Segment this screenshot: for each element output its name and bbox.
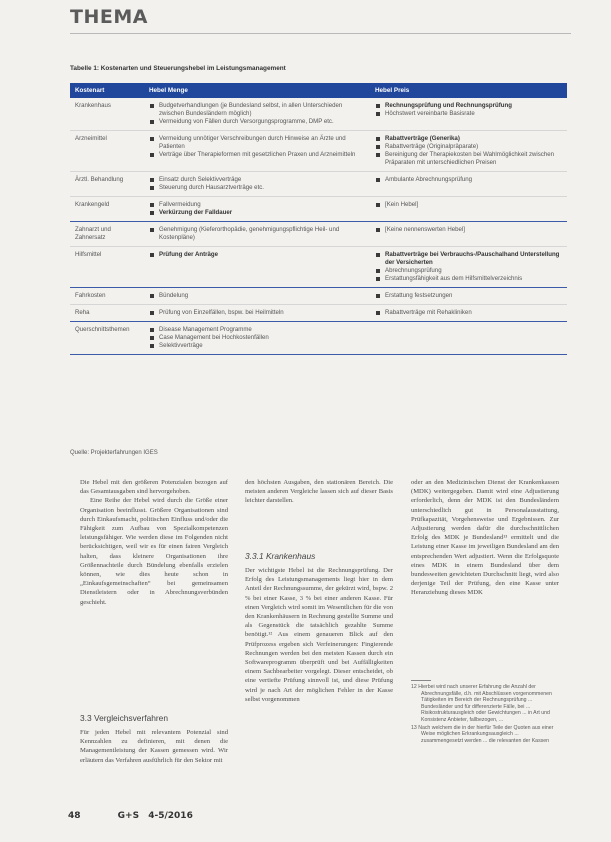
cell-preis [370,305,567,322]
table-row [70,131,567,172]
footnote-13: 13 Nach welchem die in der hierfür Teile der Quoten aus einer Weise möglichen Erkrankungsausgleich ... zusammengesetzt werden ... die relevanten der Kassen [411,724,554,744]
cell-kostenart: Krankenhaus [75,102,111,109]
cell-menge [144,98,370,131]
header-rule [70,33,571,34]
cell-menge [144,131,370,172]
subheading-krankenhaus: 3.3.1 Krankenhaus [245,551,316,561]
menge-list [149,251,365,259]
menge-list [149,102,365,126]
cell-kostenart: Reha [75,309,90,316]
cell-kostenart: Querschnittsthemen [75,326,130,333]
bullet-item: Bereinigung der Therapiekosten bei Wahlmöglichkeit zwischen Präparaten mit unterschiedlichen Preisen [375,151,562,167]
bullet-item: Erstattungsfähigkeit aus dem Hilfsmittelverzeichnis [375,275,562,283]
cell-menge [144,247,370,288]
bullet-item: Vermeidung unnötiger Verschreibungen durch Hinweise an Ärzte und Patienten [149,135,365,151]
cell-preis [370,247,567,288]
cell-preis [370,322,567,355]
preis-list [375,251,562,283]
column-header-kostenart: Kostenart [70,83,144,98]
table-row [70,305,567,322]
table-source: Quelle: Projekterfahrungen IGES [70,450,158,456]
bullet-item: Rabattverträge mit Rehakliniken [375,309,562,317]
table-caption: Tabelle 1: Kostenarten und Steuerungshebel im Leistungsmanagement [70,65,286,72]
table-row [70,197,567,222]
cell-preis [370,98,567,131]
paragraph: Die Hebel mit den größeren Potenzialen bezogen auf das Gesamtausgaben sind hervorgehoben. [80,479,228,496]
menge-list [149,226,365,242]
bullet-item: [Keine nennenswerten Hebel] [375,226,562,234]
table-row [70,247,567,288]
text-column-right [411,478,559,598]
bullet-item: Rabattverträge (Generika) [375,135,562,143]
paragraph: Für jeden Hebel mit relevantem Potenzial sind Kennzahlen zu definieren, mit denen die Managementleistung der Kassen gemessen wird. Wir erläutern das Verfahren ausführlich für den Sektor mit [80,729,228,764]
bullet-item: Höchstwert vereinbarte Basisrate [375,110,562,118]
section-heading: THEMA [70,6,148,28]
cell-menge [144,222,370,247]
paragraph: oder an den Medizinischen Dienst der Krankenkassen (MDK) weitergegeben. Damit wird eine Adjustierung erforderlich, denn der MDK ist den Bundesländern unterschiedlich gut in Personalausstattung, Prüfkapazität, Vorgehensweise und Ergebnissen. Zur Adjustierung werden dafür die durchschnittlichen Erfolg des MDK je Bundesland¹³ ermittelt und die Leistung einer Kasse im jeweiligen Bundesland am den entsprechenden Wert adjustiert. Wenn die Erfolgsquote eines MDK in einem Bundesland über dem bundesweiten gewichteten Durchschnitt liegt, wird also derjenige Teil der Prüfung, den eine Kasse unter Heranziehung dieses MDK [411,479,559,597]
preis-list [375,176,562,184]
bullet-item: Verkürzung der Falldauer [149,209,365,217]
menge-list [149,135,365,159]
bullet-item: Vermeidung von Fällen durch Versorgungsprogramme, DMP etc. [149,118,365,126]
table-row [70,288,567,305]
bullet-item: Rabattverträge (Originalpräparate) [375,143,562,151]
cell-preis [370,288,567,305]
preis-list [375,201,562,209]
menge-list [149,292,365,300]
bullet-item: Selektivverträge [149,342,365,350]
text-column-left [80,478,228,607]
cell-kostenart: Hilfsmittel [75,251,102,258]
preis-list [375,292,562,300]
preis-list [375,135,562,167]
cell-kostenart: Krankengeld [75,201,110,208]
table-row [70,98,567,131]
footnote-rule [411,680,431,681]
preis-list [375,226,562,234]
text-column-middle [245,478,393,506]
column-header-preis: Hebel Preis [370,83,567,98]
bullet-item: Genehmigung (Kieferorthopädie, genehmigungspflichtige Heil- und Kostenpläne) [149,226,365,242]
menge-list [149,309,365,317]
menge-list [149,176,365,192]
bullet-item: Prüfung der Anträge [149,251,365,259]
bullet-item: Einsatz durch Selektivverträge [149,176,365,184]
paragraph: den höchsten Ausgaben, den stationären Bereich. Die meisten anderen Vergleiche lassen sich auf dieser Basis leichter darstellen. [245,479,393,505]
bullet-item: Abrechnungsprüfung [375,267,562,275]
magazine-brand: G+S [117,811,140,821]
table-row [70,222,567,247]
cell-kostenart: Ärztl. Behandlung [75,176,124,183]
issue-number: 4-5/2016 [148,811,193,821]
paragraph: Eine Reihe der Hebel wird durch die Größe einer Organisation beeinflusst. Größere Organisationen sind durch Einkaufsmacht, politischen Einfluss und/oder die Fähigkeit zum Aufbau von Spezialkompetenzen leistungsfähiger. Wie werden diese im Folgenden nicht berücksichtigen, weil wir es für einen fairen Vergleich halten, dass kleinere Organisationen ihre Größennachteile durch Bündelung ebenfalls erzielen können, wie dies heute schon in „Einkaufsgemeinschaften“ bei gemeinsamen Dienstleistern oder in Abrechnungsverbünden geschieht. [80,497,228,606]
bullet-item: Case Management bei Hochkostenfällen [149,334,365,342]
cell-kostenart: Zahnarzt und Zahnersatz [75,226,111,241]
cost-lever-table [70,83,567,355]
bullet-item: [Kein Hebel] [375,201,562,209]
page-footer [68,811,193,821]
bullet-item: Steuerung durch Hausarztverträge etc. [149,184,365,192]
column-header-menge: Hebel Menge [144,83,370,98]
cell-menge [144,305,370,322]
page-number: 48 [68,811,81,821]
table-header-row [70,83,567,98]
cell-menge [144,172,370,197]
cell-menge [144,322,370,355]
menge-list [149,201,365,217]
cell-preis [370,197,567,222]
text-column-left-lower [80,728,228,765]
footnote-12: 12 Hierbei wird nach unserer Erfahrung die Anzahl der Abrechnungsfälle, d.h. mit Abschlüssen vorgenommenen Tätigkeiten im Bereich der Rechnungsprüfung ... Bundesländer und für differenzierte Fälle, bei ... Risikostrukturausgleich oder Gewichtungen ... in Art und Konsistenz Anbieter, fallbezogen, ... [411,684,552,723]
preis-list [375,309,562,317]
table-row [70,322,567,355]
table-body [70,98,567,355]
text-column-middle-lower [245,566,393,704]
bullet-item: Disease Management Programme [149,326,365,334]
cell-menge [144,197,370,222]
cell-preis [370,172,567,197]
menge-list [149,326,365,350]
footnotes [411,684,559,745]
cell-kostenart: Arzneimittel [75,135,107,142]
cell-menge [144,288,370,305]
subheading-vergleichsverfahren: 3.3 Vergleichsverfahren [80,713,168,723]
bullet-item: Prüfung von Einzelfällen, bspw. bei Heilmitteln [149,309,365,317]
bullet-item: Budgetverhandlungen (je Bundesland selbst, in allen Unterschieden zwischen Bundesländern möglich) [149,102,365,118]
cell-preis [370,222,567,247]
bullet-item: Fallvermeidung [149,201,365,209]
bullet-item: Ambulante Abrechnungsprüfung [375,176,562,184]
bullet-item: Erstattung festsetzungen [375,292,562,300]
paragraph: Der wichtigste Hebel ist die Rechnungsprüfung. Der Erfolg des Leistungsmanagements liegt hier in dem Anteil der Rechnungssumme, der gekürzt wird, bspw. 2 % bei einer Kasse, 3 % bei einer anderen Kasse. Für einen Vergleich wird somit im Wesentlichen für die von den Krankenhäusern in Rechnung gestellte Summe und als Gegenstück die tatsächlich gezahlte Summe benötigt.¹² Aus einem genaueren Blick auf den Prüfprozess ergeben sich Verfeinerungen: Fingierende Rechnungen werden bei den meisten Kassen durch ein Softwareprogramm überprüft und bei Auffälligkeiten einem Sachbearbeiter vorgelegt. Dieser entscheidet, ob eine vertiefte Prüfung sinnvoll ist, und diese Prüfung wird je nach Art der möglichen Fehler in der Kasse selbst vorgenommen [245,567,393,703]
preis-list [375,102,562,118]
cell-preis [370,131,567,172]
cell-kostenart: Fahrkosten [75,292,106,299]
bullet-item: Rabattverträge bei Verbrauchs-/Pauschalhand Unterstellung der Versicherten [375,251,562,267]
bullet-item: Rechnungsprüfung und Rechnungsprüfung [375,102,562,110]
bullet-item: Verträge über Therapieformen mit gesetzlichen Praxen und Arzneimitteln [149,151,365,159]
bullet-item: Bündelung [149,292,365,300]
table-row [70,172,567,197]
